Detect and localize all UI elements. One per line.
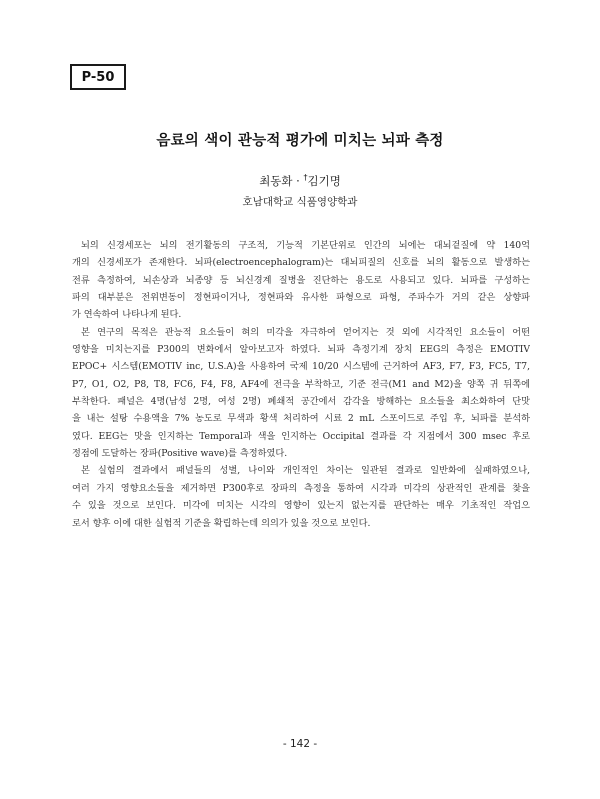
corresponding-author-mark: † xyxy=(303,173,308,183)
abstract-line: 을 내는 설탕 수용액을 7% 농도로 무색과 황색 처리하여 시료 2 mL 스포이드로 주입 후, 뇌파를 분석하 xyxy=(72,413,530,425)
abstract-body xyxy=(72,237,530,532)
abstract-line: 전류 측정하여, 뇌손상과 뇌종양 등 뇌신경계 질병을 진단하는 용도로 사용되고 있다. 뇌파를 구성하는 xyxy=(72,274,530,286)
abstract-line: EPOC+ 시스템(EMOTIV inc, U.S.A)을 사용하여 국제 10/20 시스템에 근거하여 AF3, F7, F3, FC5, T7, xyxy=(72,361,530,373)
abstract-line: 본 실험의 결과에서 패널들의 성별, 나이와 개인적인 차이는 일관된 결과로 일반화에 실패하였으나, xyxy=(81,465,530,477)
abstract-line: P7, O1, O2, P8, T8, FC6, F4, F8, AF4에 전극을 부착하고, 기준 전극(M1 and M2)을 양쪽 귀 뒤쪽에 xyxy=(72,378,530,390)
author-first: 최동화 · xyxy=(259,174,304,188)
abstract-line: 였다. EEG는 맛을 인지하는 Temporal과 색을 인지하는 Occipital 결과를 각 지점에서 300 msec 후로 xyxy=(72,430,530,442)
abstract-line: 가 연속하여 나타나게 된다. xyxy=(72,309,182,321)
poster-number-badge: P-50 xyxy=(70,64,126,90)
abstract-line: 개의 신경세포가 존재한다. 뇌파(electroencephalogram)는 대뇌피질의 신호를 뇌의 활동으로 발생하는 xyxy=(72,257,530,269)
abstract-line: 여러 가지 영향요소들을 제거하면 P300후로 장파의 측정을 통하여 시각과 미각의 상관적인 관계를 찾을 xyxy=(72,482,530,494)
author-second: 김기명 xyxy=(307,174,341,188)
abstract-line: 파의 대부분은 전위변동이 정현파이거나, 정현파와 유사한 파형으로 파형, 주파수가 거의 같은 상향파 xyxy=(72,292,530,304)
abstract-line: 로서 향후 이에 대한 실험적 기준을 확립하는데 의의가 있을 것으로 보인다. xyxy=(72,517,371,529)
abstract-line: 정점에 도달하는 장파(Positive wave)를 측정하였다. xyxy=(72,448,288,460)
paper-title: 음료의 색이 관능적 평가에 미치는 뇌파 측정 xyxy=(156,133,444,149)
abstract-line: 부착한다. 패널은 4명(남성 2명, 여성 2명) 폐쇄적 공간에서 감각을 방해하는 요소들을 최소화하여 단맛 xyxy=(72,396,530,408)
abstract-line: 영향을 미치는지를 P300의 변화에서 알아보고자 하였다. 뇌파 측정기계 장치 EEG의 측정은 EMOTIV xyxy=(72,344,530,356)
affiliation: 호남대학교 식품영양학과 xyxy=(242,196,358,208)
author-line xyxy=(0,173,600,189)
abstract-line: 본 연구의 목적은 관능적 요소들이 혀의 미각을 자극하여 얻어지는 것 외에 시각적인 요소들이 어떤 xyxy=(81,326,530,338)
page-number: - 142 - xyxy=(282,738,318,750)
abstract-line: 수 있을 것으로 보인다. 미각에 미치는 시각의 영향이 있는지 없는지를 판단하는 매우 기초적인 작업으 xyxy=(72,500,530,512)
abstract-line: 뇌의 신경세포는 뇌의 전기활동의 구조적, 기능적 기본단위로 인간의 뇌에는 대뇌겉질에 약 140억 xyxy=(81,240,530,251)
